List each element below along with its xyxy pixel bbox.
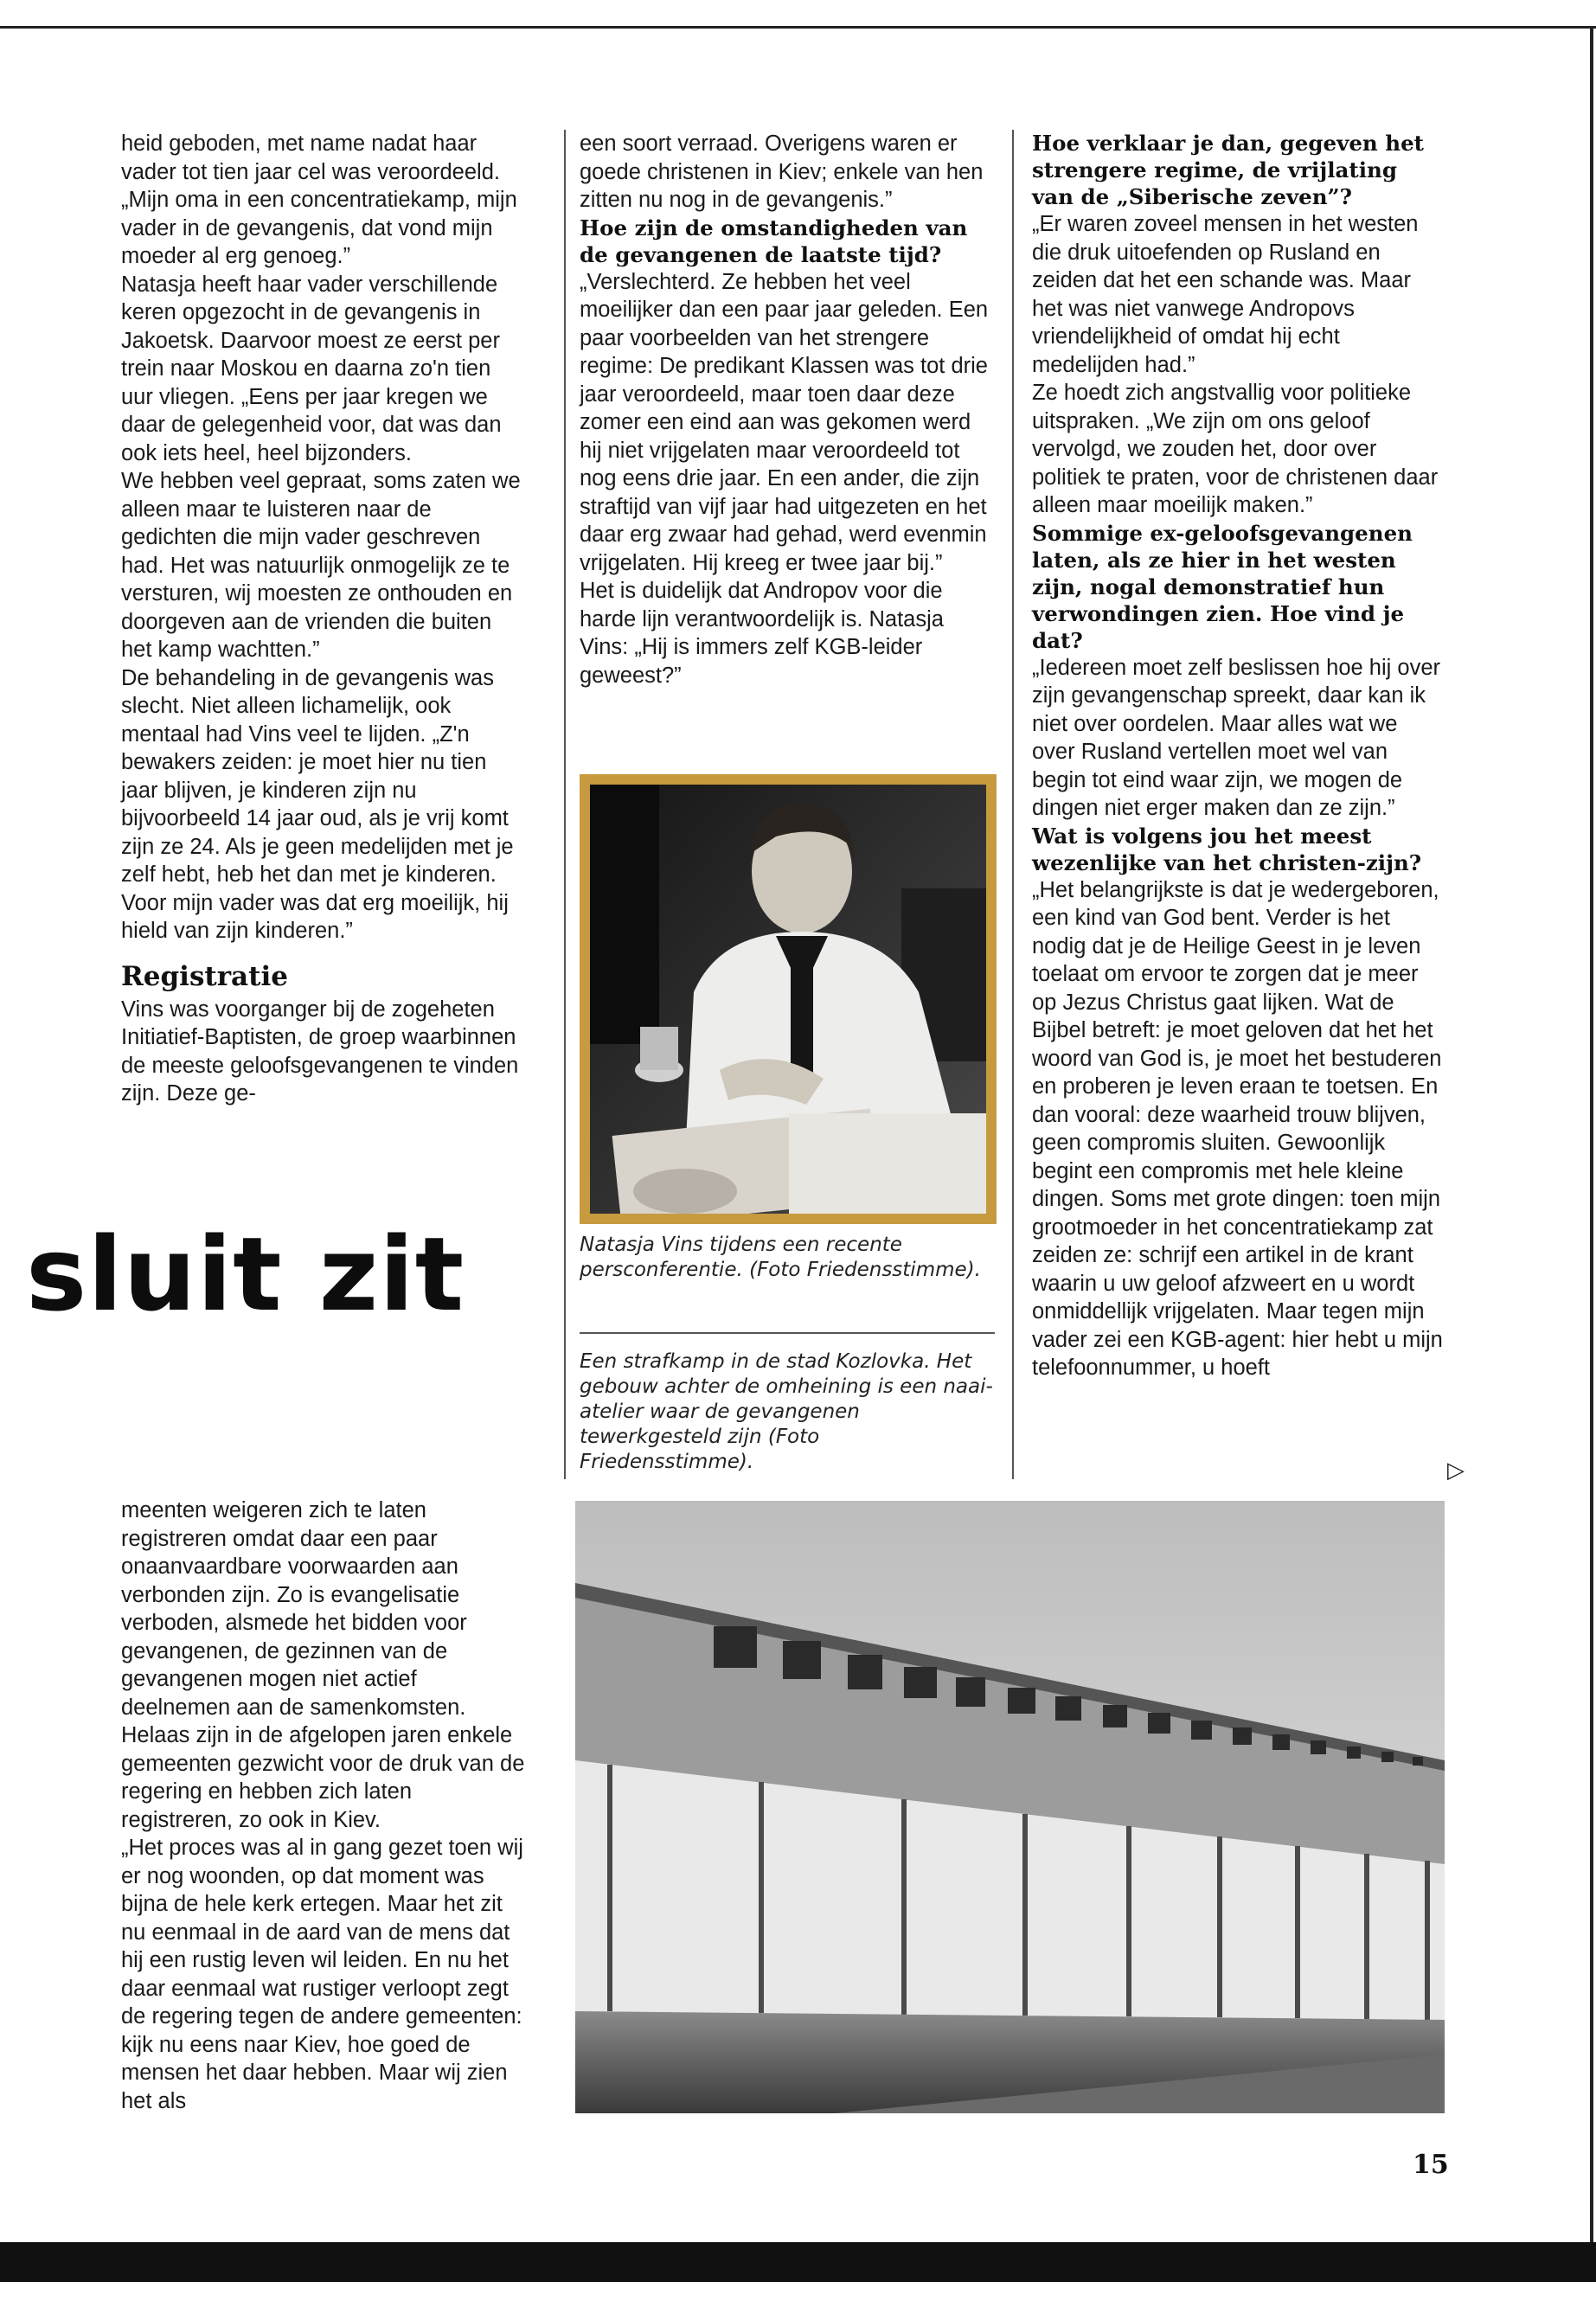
photo-caption: Een strafkamp in de stad Kozlovka. Het gebouw achter de omheining is een naai-atelier waar de gevangenen tewerkgesteld zijn (Foto Friedensstimme). bbox=[580, 1350, 993, 1473]
column-divider bbox=[1012, 130, 1014, 1479]
article-column-2 bbox=[580, 130, 995, 689]
article-paragraph: We hebben veel gepraat, soms zaten we alleen maar te luisteren naar de gedichten die mijn vader geschreven had. Het was natuurlijk onmogelijk ze te versturen, wij moesten ze onthouden en doorgeven aan de vrienden die buiten het kamp wachtten.” bbox=[121, 469, 521, 662]
portrait-photo-image bbox=[590, 785, 986, 1214]
page-number: 15 bbox=[1413, 2150, 1449, 2180]
article-paragraph: „Het proces was al in gang gezet toen wij er nog woonden, op dat moment was bijna de hele kerk ertegen. Maar het zit nu eenmaal in de aard van de mens dat hij een rustig leven wil leiden. En nu het daar eenmaal wat rustiger verloopt zegt de regering tegen de andere gemeenten: kijk nu eens naar Kiev, hoe goed de mensen het daar hebben. Maar wij zien het als bbox=[121, 1836, 523, 2113]
column-divider bbox=[564, 130, 566, 1479]
portrait-photo-frame bbox=[580, 774, 997, 1224]
article-paragraph: Vins was voorganger bij de zogeheten Initiatief-Baptisten, de groep waarbinnen de meeste geloofsgevangenen te vinden zijn. Deze ge- bbox=[121, 997, 519, 1106]
article-paragraph: „Het belangrijkste is dat je wedergeboren, een kind van God bent. Verder is het nodig dat je de Heilige Geest in je leven toelaat om ervoor te zorgen dat je meer op Jezus Christus gaat lijken. Wat de Bijbel betreft: je moet geloven dat het het woord van God is, je moet het bestuderen en proberen je leven eraan te toetsen. En dan vooral: deze waarheid trouw blijven, geen compromis sluiten. Gewoonlijk begint een compromis met hele kleine dingen. Soms met grote dingen: toen mijn grootmoeder in het concentratiekamp zat zeiden ze: schrijf een artikel in de krant waarin u uw geloof afzweert en u wordt onmiddellijk vrijgelaten. Maar tegen mijn vader zei een KGB-agent: hier hebt u mijn telefoonnummer, u hoeft bbox=[1032, 877, 1443, 1380]
article-paragraph: een soort verraad. Overigens waren er goede christenen in Kiev; enkele van hen zitten nu nog in de gevangenis.” bbox=[580, 131, 984, 212]
page-top-rule bbox=[0, 26, 1596, 29]
article-column-1 bbox=[121, 130, 528, 1108]
interview-question: Sommige ex-geloofsgevangenen laten, als ze hier in het westen zijn, nogal demonstratief hun verwondingen zien. Hoe vind je dat? bbox=[1032, 520, 1413, 653]
article-paragraph: De behandeling in de gevangenis was slecht. Niet alleen lichamelijk, ook mentaal had Vins veel te lijden. „Z'n bewakers zeiden: je moet hier nu tien jaar blijven, je kinderen zijn nu bijvoorbeeld 14 jaar oud, als je vrij komt zijn ze 24. Als je geen medelijden met je zelf hebt, heb het dan met je kinderen. Voor mijn vader was dat erg moeilijk, hij hield van zijn kinderen.” bbox=[121, 665, 514, 943]
caption-divider bbox=[580, 1332, 995, 1334]
headline-fragment: sluit zit bbox=[26, 1215, 465, 1334]
interview-question: Wat is volgens jou het meest wezenlijke van het christen-zijn? bbox=[1032, 823, 1422, 875]
article-paragraph: Het is duidelijk dat Andropov voor die harde lijn verantwoordelijk is. Natasja Vins: „Hij is immers zelf KGB-leider geweest?” bbox=[580, 579, 944, 688]
article-column-3 bbox=[1032, 130, 1443, 1382]
interview-question: Hoe zijn de omstandigheden van de gevangenen de laatste tijd? bbox=[580, 215, 968, 267]
article-paragraph: „Iedereen moet zelf beslissen hoe hij over zijn gevangenschap spreekt, daar kan ik niet over oordelen. Maar alles wat we over Rusland vertellen moet wel van begin tot eind waar zijn, we mogen de dingen niet erger maken dan ze zijn.” bbox=[1032, 655, 1441, 820]
article-paragraph: Natasja heeft haar vader verschillende keren opgezocht in de gevangenis in Jakoetsk. Daarvoor moest ze eerst per trein naar Moskou en daarna zo'n tien uur vliegen. „Eens per jaar kregen we daar de gelegenheid voor, dat was dan ook iets heel, heel bijzonders. bbox=[121, 272, 502, 465]
article-paragraph: „Verslechterd. Ze hebben het veel moeilijker dan een paar jaar geleden. Een paar voorbeelden van het strengere regime: De predikant Klassen was tot drie jaar veroordeeld, maar toen daar deze zomer een eind aan was gekomen werd hij niet vrijgelaten maar veroordeeld tot nog eens drie jaar. En een ander, die zijn straftijd van vijf jaar had uitgezeten en het daar erg zwaar had gehad, werd evenmin vrijgelaten. Hij kreeg er twee jaar bij.” bbox=[580, 269, 989, 575]
article-paragraph: meenten weigeren zich te laten registreren omdat daar een paar onaanvaardbare voorwaarden aan verbonden zijn. Zo is evangelisatie verboden, alsmede het bidden voor gevangenen, de gezinnen van de gevangenen mogen niet actief deelnemen aan de samenkomsten. Helaas zijn in de afgelopen jaren enkele gemeenten gezwicht voor de druk van de regering en hebben zich laten registreren, zo ook in Kiev. bbox=[121, 1498, 525, 1832]
prison-camp-photo-image bbox=[575, 1501, 1445, 2113]
article-paragraph: heid geboden, met name nadat haar vader tot tien jaar cel was veroordeeld. „Mijn oma in een concentratiekamp, mijn vader in de gevangenis, dat vond mijn moeder al erg genoeg.” bbox=[121, 131, 517, 268]
article-paragraph: „Er waren zoveel mensen in het westen die druk uitoefenden op Rusland en zeiden dat het een schande was. Maar het was niet vanwege Andropovs vriendelijkheid of omdat hij echt medelijden had.” bbox=[1032, 212, 1419, 377]
interview-question: Hoe verklaar je dan, gegeven het strengere regime, de vrijlating van de „Siberische zeven”? bbox=[1032, 131, 1424, 209]
prison-camp-photo bbox=[575, 1501, 1445, 2113]
article-paragraph: Ze hoedt zich angstvallig voor politieke uitspraken. „We zijn om ons geloof vervolgd, we zouden het, door over politiek te praten, voor de christenen daar alleen maar moeilijk maken.” bbox=[1032, 381, 1439, 517]
continue-arrow-icon: ▷ bbox=[1447, 1458, 1465, 1484]
page-bottom-band bbox=[0, 2242, 1596, 2282]
photo-caption: Natasja Vins tijdens een recente persconferentie. (Foto Friedensstimme). bbox=[580, 1234, 981, 1281]
page-right-rule bbox=[1590, 26, 1593, 2242]
portrait-photo bbox=[590, 785, 986, 1214]
section-subheading: Registratie bbox=[121, 960, 288, 992]
article-column-4 bbox=[121, 1497, 528, 2115]
